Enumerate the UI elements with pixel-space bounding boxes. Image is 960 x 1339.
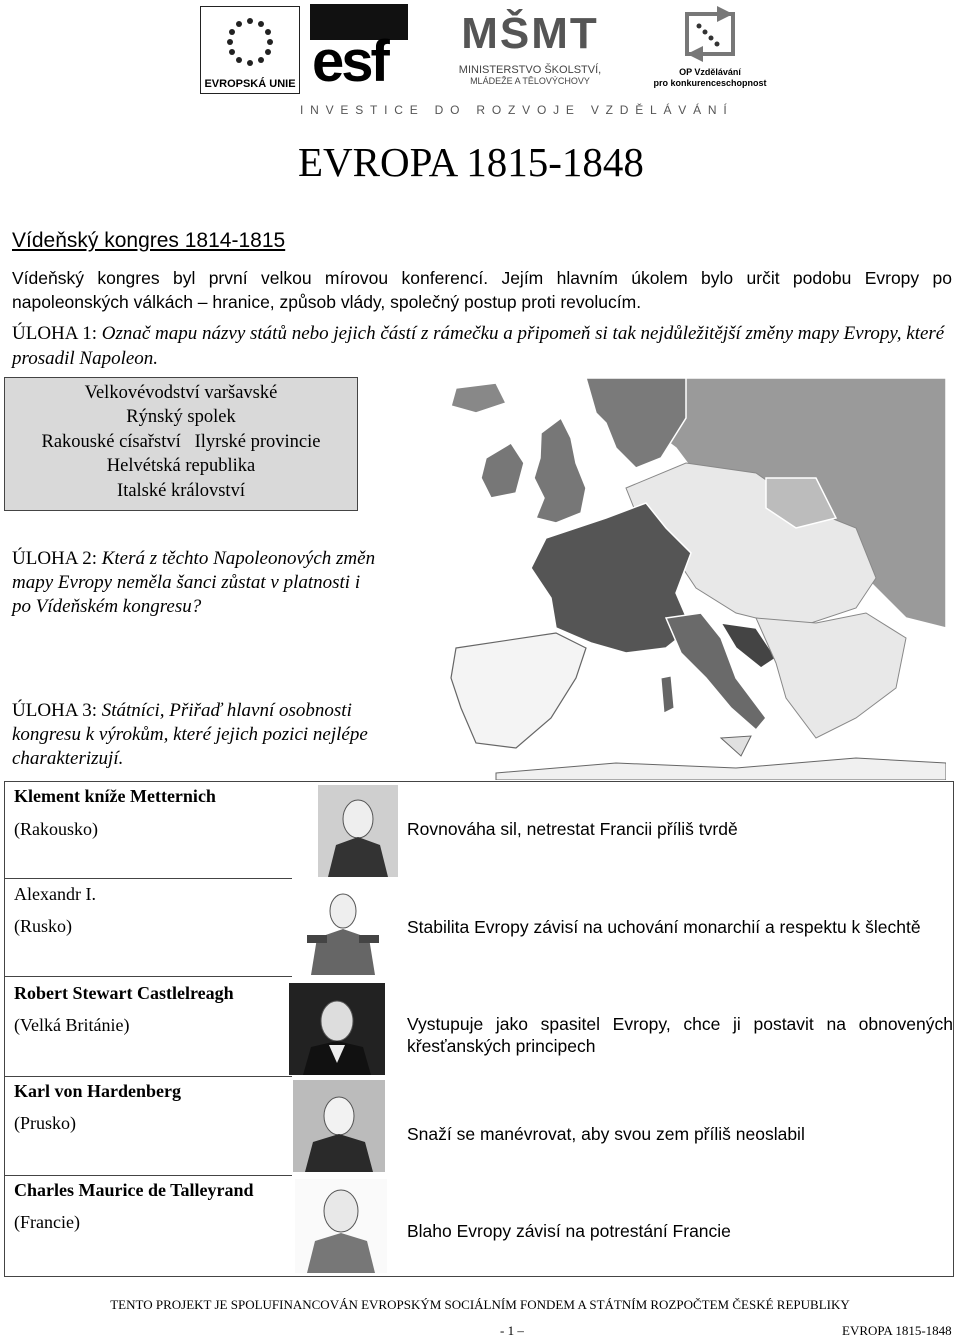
task-1-text: Označ mapu názvy států nebo jejich částí z rámečku a připomeň si tak nejdůležitější změny mapy Evropy, které prosadil Napoleon. (12, 323, 945, 369)
eu-stars-icon (209, 13, 291, 71)
msmt-line1: MINISTERSTVO ŠKOLSTVÍ, (458, 64, 602, 76)
quote: Rovnováha sil, netrestat Francii příliš tvrdě (407, 819, 738, 839)
eu-logo-caption: EVROPSKÁ UNIE (204, 78, 296, 90)
box-item: Helvétská republika (106, 456, 256, 477)
quote: Stabilita Evropy závisí na uchování monarchií a respektu k šlechtě (407, 917, 921, 937)
esf-logo-text: esf (312, 29, 387, 94)
box-item: Rýnský spolek (126, 407, 236, 428)
box-item: Rakouské císařství Ilyrské provincie (41, 431, 321, 452)
castlereagh-portrait (289, 983, 385, 1075)
op-line1: OP Vzdělávání (679, 67, 741, 77)
statesman-name: Charles Maurice de Talleyrand (14, 1180, 254, 1200)
task-3-label: ÚLOHA 3: (12, 700, 97, 721)
tagline: INVESTICE DO ROZVOJE VZDĚLÁVÁNÍ (300, 103, 734, 117)
quote: Blaho Evropy závisí na potrestání Francie (407, 1221, 731, 1241)
msmt-mark: MŠMT (461, 9, 599, 58)
statesman-name: Klement kníže Metternich (14, 786, 216, 806)
footer-page-title: EVROPA 1815-1848 (842, 1323, 952, 1338)
page-title: EVROPA 1815-1848 (298, 139, 644, 185)
europe-map (436, 378, 946, 780)
task-2 (12, 547, 382, 619)
talleyrand-portrait (295, 1179, 387, 1273)
statesman-country: (Rakousko) (14, 819, 98, 839)
box-item: Italské království (117, 480, 245, 501)
statesman-name: Robert Stewart Castlelreagh (14, 983, 234, 1003)
state-names-box (4, 377, 358, 511)
metternich-portrait (318, 785, 398, 877)
task-2-text: Která z těchto Napoleonových změn mapy Evropy neměla šanci zůstat v platnosti i po Vídeňském kongresu? (12, 548, 376, 617)
funding-footer: TENTO PROJEKT JE SPOLUFINANCOVÁN EVROPSKÝM SOCIÁLNÍM FONDEM A STÁTNÍM ROZPOČTEM ČESKÉ REPUBLIKY (110, 1297, 850, 1312)
statesman-name: Alexandr I. (14, 884, 96, 904)
task-1-label: ÚLOHA 1: (12, 323, 97, 344)
alexander-portrait (293, 883, 393, 975)
statesman-country: (Francie) (14, 1212, 80, 1232)
task-1 (12, 321, 952, 371)
statesman-country: (Velká Británie) (14, 1015, 130, 1035)
op-line2: pro konkurenceschopnost (653, 78, 767, 88)
statesman-name: Karl von Hardenberg (14, 1081, 181, 1101)
statesman-country: (Rusko) (14, 916, 72, 936)
task-2-label: ÚLOHA 2: (12, 548, 97, 569)
msmt-line2: MLÁDEŽE A TĚLOVÝCHOVY (470, 76, 590, 86)
section-heading: Vídeňský kongres 1814-1815 (12, 229, 286, 252)
task-3-text: Státníci, Přiřaď hlavní osobnosti kongresu k výrokům, které jejich pozici nejlépe charakterizují. (12, 700, 368, 769)
box-item: Velkovévodství varšavské (84, 383, 278, 403)
page-number: - 1 – (500, 1323, 524, 1338)
hardenberg-portrait (293, 1080, 385, 1172)
intro-paragraph: Vídeňský kongres byl první velkou mírovou konferencí. Jejím hlavním úkolem bylo určit podobu Evropy po napoleonských válkách – hranice, způsob vlády, společný postup proti revolucím. (12, 268, 952, 312)
op-logo (650, 4, 770, 96)
op-arrows-icon (677, 4, 743, 62)
statesman-country: (Prusko) (14, 1113, 76, 1133)
statesmen-matching-table (4, 781, 954, 1277)
task-3 (12, 699, 382, 771)
quote: Vystupuje jako spasitel Evropy, chce ji postavit na obnovených křesťanských principech (407, 1014, 953, 1056)
msmt-logo (440, 4, 620, 96)
eu-logo (200, 6, 300, 94)
quote: Snaží se manévrovat, aby svou zem příliš neoslabil (407, 1124, 805, 1144)
esf-logo (310, 4, 408, 94)
